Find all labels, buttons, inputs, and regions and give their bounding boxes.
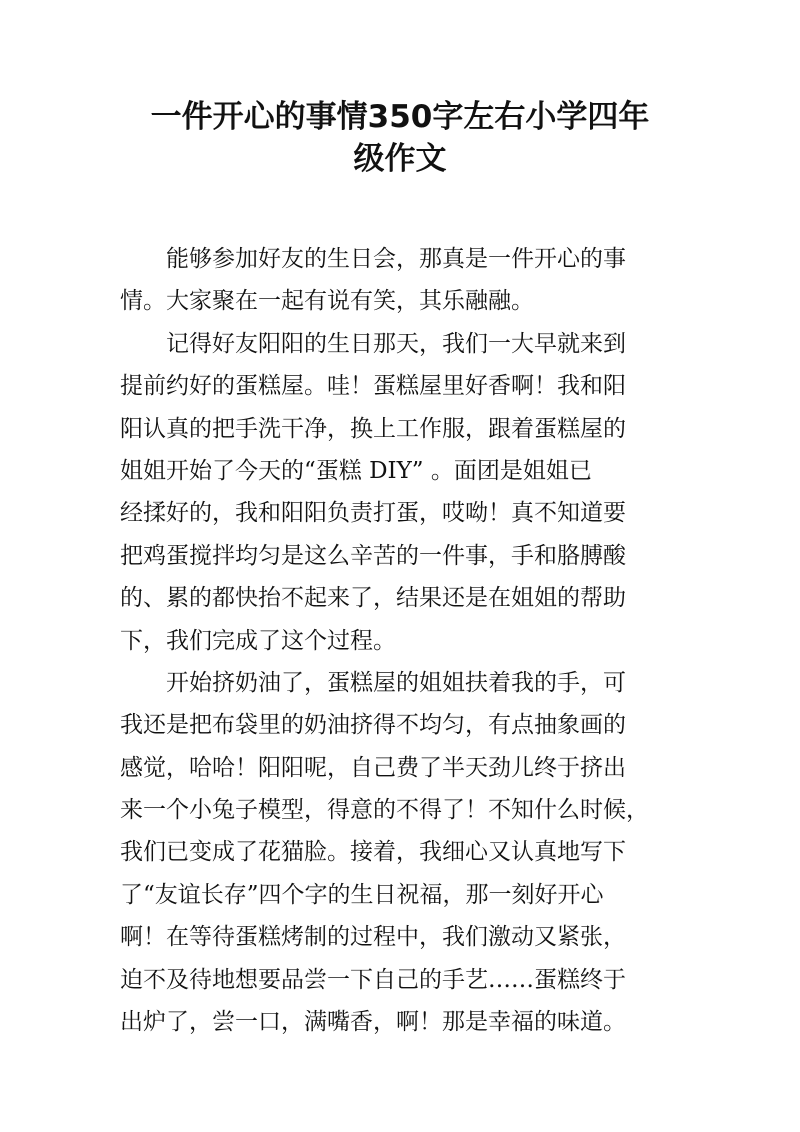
paragraph-line: 迫不及待地想要品尝一下自己的手艺……蛋糕终于 (120, 966, 626, 993)
paragraph-line: 开始挤奶油了，蛋糕屋的姐姐扶着我的手，可 (166, 669, 626, 696)
paragraph-line: 记得好友阳阳的生日那天，我们一大早就来到 (166, 330, 626, 357)
paragraph-line: 感觉，哈哈！阳阳呢，自己费了半天劲儿终于挤出 (120, 754, 626, 781)
paragraph (120, 238, 680, 323)
paragraph (120, 323, 680, 662)
paragraph-line: 情。大家聚在一起有说有笑，其乐融融。 (120, 288, 534, 315)
document-body (120, 238, 680, 1043)
paragraph-line: 经揉好的，我和阳阳负责打蛋，哎呦！真不知道要 (120, 500, 626, 527)
paragraph-line: 啊！在等待蛋糕烤制的过程中，我们激动又紧张， (120, 924, 626, 951)
document-title (0, 96, 800, 180)
paragraph-line: 姐姐开始了今天的“蛋糕 DIY” 。面团是姐姐已 (120, 457, 592, 484)
paragraph-line: 了“友谊长存”四个字的生日祝福，那一刻好开心 (120, 881, 604, 908)
title-line: 级作文 (353, 141, 447, 177)
paragraph-line: 能够参加好友的生日会，那真是一件开心的事 (166, 246, 626, 272)
paragraph-line: 把鸡蛋搅拌均匀是这么辛苦的一件事，手和胳膊酸 (120, 542, 626, 569)
title-line: 一件开心的事情350字左右小学四年 (150, 99, 650, 135)
paragraph-line: 下，我们完成了这个过程。 (120, 627, 396, 654)
paragraph-line: 我们已变成了花猫脸。接着，我细心又认真地写下 (120, 839, 626, 866)
paragraph-line: 出炉了，尝一口，满嘴香，啊！那是幸福的味道。 (120, 1009, 626, 1036)
paragraph-line: 提前约好的蛋糕屋。哇！蛋糕屋里好香啊！我和阳 (120, 373, 626, 400)
paragraph-line: 的、累的都快抬不起来了，结果还是在姐姐的帮助 (120, 585, 626, 612)
paragraph-line: 阳认真的把手洗干净，换上工作服，跟着蛋糕屋的 (120, 415, 626, 442)
paragraph-line: 我还是把布袋里的奶油挤得不均匀，有点抽象画的 (120, 712, 626, 739)
paragraph (120, 662, 680, 1044)
paragraph-line: 来一个小兔子模型，得意的不得了！不知什么时候， (120, 797, 649, 824)
